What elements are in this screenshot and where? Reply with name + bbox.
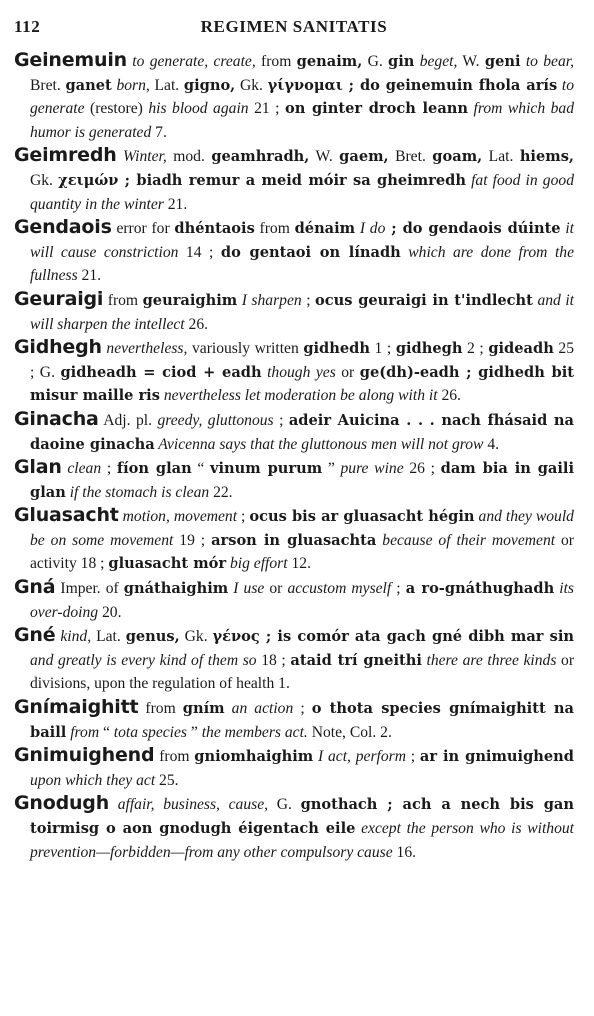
page-number: 112 [14, 17, 41, 36]
entry-irish-text: γίγνομαι ; do geinemuin fhola arís [267, 76, 558, 94]
entry-irish-text: gidheadh = ciod + eadh [60, 363, 262, 381]
entry-text: ; [301, 291, 316, 309]
glossary-entry [14, 792, 574, 864]
entry-text: Note, Col. 2. [307, 723, 392, 741]
entry-headword: Gidhegh [14, 336, 102, 359]
entry-headword: Geimredh [14, 144, 117, 167]
entry-irish-text: arson in gluasachta [211, 531, 377, 549]
entry-text: error for [111, 220, 175, 238]
entry-translation: affair, business, cause, [109, 796, 269, 814]
entry-translation: kind, [55, 628, 92, 646]
entry-headword: Geinemuin [14, 49, 127, 71]
entry-irish-text: do gentaoi on línadh [220, 243, 401, 261]
entry-text: Bret. [30, 76, 66, 94]
entry-text: Bret. [388, 148, 433, 166]
entry-text: 21 ; [248, 100, 285, 118]
entry-text: Adj. pl. [98, 411, 158, 429]
entry-text: ” [322, 460, 341, 478]
entry-irish-text: gigno, [183, 76, 236, 94]
entry-translation: because of their movement [376, 531, 556, 549]
glossary-entry [14, 408, 574, 456]
entry-irish-text: γένος ; is comór ata gach gné dibh mar sin [212, 628, 574, 646]
entry-text: Lat. [91, 628, 126, 646]
glossary-entry [14, 696, 574, 744]
glossary-entry [14, 456, 574, 504]
entry-translation: tota species [113, 723, 187, 741]
entry-text: ; [293, 700, 312, 718]
entry-translation: nevertheless, [101, 340, 188, 358]
entry-translation: nevertheless let moderation be along with it [159, 387, 438, 405]
entry-irish-text: gideadh [488, 340, 554, 358]
entry-text: 4. [483, 435, 500, 453]
entry-translation: and it will sharpen the intellect [30, 291, 575, 333]
entry-translation: big effort [226, 555, 288, 573]
entry-irish-text: genaim, [296, 53, 363, 70]
glossary-entry [14, 744, 574, 792]
glossary-entry [14, 336, 574, 408]
entry-irish-text: geamhradh, [211, 148, 310, 166]
entry-translation: its over-doing [30, 580, 574, 621]
entry-headword: Ginacha [14, 407, 99, 430]
entry-irish-text: ocus bis ar gluasacht hégin [249, 508, 475, 526]
entry-irish-text: o thota species gnímaighitt na baill [30, 700, 575, 741]
entry-translation: to bear, [520, 53, 575, 70]
entry-text: or [335, 363, 360, 381]
entry-translation: and greatly is every kind of them so [30, 651, 257, 669]
entry-irish-text: gniomhaighim [194, 748, 314, 766]
entry-text: from [138, 700, 183, 718]
entry-text: from [255, 53, 297, 70]
glossary-entries [14, 49, 574, 864]
entry-text: 26 ; [403, 460, 441, 478]
glossary-entry [14, 49, 574, 144]
entry-text: 16. [392, 843, 417, 861]
entry-translation: the members act. [201, 723, 308, 741]
entry-text: or activity 18 ; [30, 531, 574, 573]
entry-text: 20. [98, 603, 122, 621]
entry-translation: I sharpen [237, 291, 302, 309]
entry-headword: Gnimuighend [14, 744, 155, 767]
entry-irish-text: geuraighim [142, 291, 238, 309]
glossary-entry [14, 216, 574, 288]
entry-translation: Winter, [116, 148, 167, 166]
entry-headword: Gendaois [14, 216, 112, 239]
entry-text: Gk. [30, 171, 59, 189]
entry-translation: greedy, gluttonous [157, 411, 274, 429]
entry-text: 19 ; [173, 531, 212, 549]
entry-irish-text: a ro-gnáthughadh [405, 580, 555, 598]
entry-irish-text: gin [388, 53, 415, 70]
page-header [14, 17, 574, 49]
entry-text: variously written [187, 340, 304, 358]
entry-text: or [264, 580, 288, 598]
entry-translation: to generate [30, 76, 575, 118]
entry-text: ; [405, 748, 420, 766]
running-head: REGIMEN SANITATIS [200, 17, 388, 36]
entry-irish-text: gluasacht mór [108, 555, 227, 573]
entry-irish-text: gidhedh [303, 340, 370, 358]
entry-translation: except the person who is without prevention—forbidden—from any other compulsory cause [30, 820, 574, 861]
entry-text: Lat. [149, 76, 184, 94]
entry-irish-text: geni [484, 53, 521, 70]
entry-translation: Avicenna says that the gluttonous men will not grow [154, 435, 484, 453]
entry-irish-text: gaem, [339, 148, 389, 166]
entry-irish-text: gnothach ; ach a nech bis gan toirmisg o aon gnodugh éigentach eile [30, 796, 574, 837]
entry-headword: Gluasacht [14, 504, 119, 527]
glossary-entry [14, 504, 574, 576]
entry-translation: from [66, 723, 100, 741]
entry-text: 26. [437, 387, 461, 405]
entry-text: 26. [184, 315, 209, 333]
entry-irish-text: dénaim [294, 220, 356, 238]
entry-text: from [254, 220, 295, 238]
entry-irish-text: ge(dh)-eadh ; gidhedh bit misur maille ris [30, 363, 574, 405]
entry-text: ; [237, 508, 250, 526]
entry-translation: I do [355, 220, 386, 238]
entry-text: Gk. [235, 76, 268, 94]
entry-text: 25 ; G. [30, 340, 574, 381]
entry-translation: accustom myself [287, 580, 392, 598]
entry-text: 12. [287, 555, 311, 573]
entry-text: (restore) [84, 100, 149, 118]
entry-text: G. [362, 53, 389, 70]
entry-text: 18 ; [256, 651, 291, 669]
entry-translation: I use [228, 580, 265, 598]
entry-translation: upon which they act [30, 771, 156, 789]
entry-text: 2 ; [462, 340, 489, 358]
entry-text: ; [273, 411, 289, 429]
entry-irish-text: gidhegh [395, 340, 463, 358]
entry-text: 14 ; [178, 243, 221, 261]
entry-text: W. [457, 53, 485, 70]
entry-text: “ [191, 460, 211, 478]
glossary-entry [14, 576, 574, 624]
entry-translation: his blood again [148, 100, 249, 118]
entry-text: from [154, 748, 195, 766]
entry-irish-text: adeir Auicina . . . nach fhásaid na daoine ginacha [30, 411, 574, 453]
entry-text: or divisions, upon the regulation of health 1. [30, 651, 575, 693]
glossary-entry [14, 144, 574, 216]
entry-text: 1 ; [369, 340, 396, 358]
entry-text: mod. [166, 148, 212, 166]
entry-irish-text: ataid trí gneithi [290, 651, 422, 669]
entry-text: 21. [163, 195, 188, 213]
entry-irish-text: gnáthaighim [123, 580, 229, 598]
entry-headword: Gnímaighitt [14, 696, 139, 719]
entry-translation: clean [61, 460, 102, 478]
entry-translation: born, [111, 76, 150, 94]
entry-headword: Gnodugh [14, 792, 110, 815]
entry-text: Imper. of [55, 580, 124, 598]
entry-irish-text: dam bia in gaili glan [30, 460, 575, 501]
entry-irish-text: χειμών ; biadh remur a meid móir sa gheimredh [58, 171, 466, 189]
entry-irish-text: ocus geuraigi in t'indlecht [315, 291, 533, 309]
entry-translation: pure wine [340, 460, 404, 478]
entry-translation: motion, movement [118, 508, 238, 526]
entry-irish-text: fíon glan [116, 460, 192, 478]
entry-irish-text: hiems, [519, 148, 574, 166]
entry-headword: Gné [14, 624, 56, 647]
entry-text: 7. [151, 123, 167, 141]
entry-text: from [103, 291, 143, 309]
entry-text: 22. [209, 483, 233, 501]
entry-text: ; [101, 460, 117, 478]
entry-translation: there are three kinds [421, 651, 557, 669]
entry-translation: an action [224, 700, 294, 718]
entry-irish-text: on ginter droch leann [284, 100, 469, 118]
entry-headword: Geuraigi [14, 287, 104, 310]
entry-irish-text: ar in gnimuighend [419, 748, 574, 766]
entry-irish-text: vinum purum [210, 460, 323, 478]
glossary-entry [14, 624, 574, 696]
entry-irish-text: goam, [432, 148, 483, 166]
entry-text: G. [268, 796, 301, 814]
entry-irish-text: ganet [65, 76, 112, 94]
entry-translation: from which bad humor is generated [30, 100, 575, 141]
entry-text: ” [186, 723, 202, 741]
entry-translation: and they would be on some movement [30, 508, 574, 549]
entry-text: 21. [77, 267, 102, 285]
entry-text: “ [99, 723, 114, 741]
entry-text: Lat. [482, 148, 520, 166]
entry-translation: to generate, create, [126, 53, 256, 70]
entry-translation: which are done from the fullness [30, 243, 574, 285]
entry-translation: it will cause constriction [30, 220, 574, 261]
entry-irish-text: ; do gendaois dúinte [385, 220, 561, 238]
entry-translation: beget, [414, 53, 458, 70]
entry-text: Gk. [179, 628, 213, 646]
entry-headword: Gná [14, 576, 56, 599]
entry-translation: fat food in good quantity in the winter [30, 171, 574, 213]
glossary-entry [14, 288, 574, 336]
entry-irish-text: gním [182, 700, 225, 718]
entry-irish-text: dhéntaois [174, 220, 255, 238]
entry-text: ; [391, 580, 406, 598]
entry-headword: Glan [14, 456, 62, 479]
entry-irish-text: genus, [125, 628, 180, 646]
entry-text: W. [309, 148, 340, 166]
entry-text: 25. [155, 771, 179, 789]
entry-translation: though yes [261, 363, 336, 381]
entry-translation: if the stomach is clean [65, 483, 210, 501]
entry-translation: I act, perform [313, 748, 406, 766]
